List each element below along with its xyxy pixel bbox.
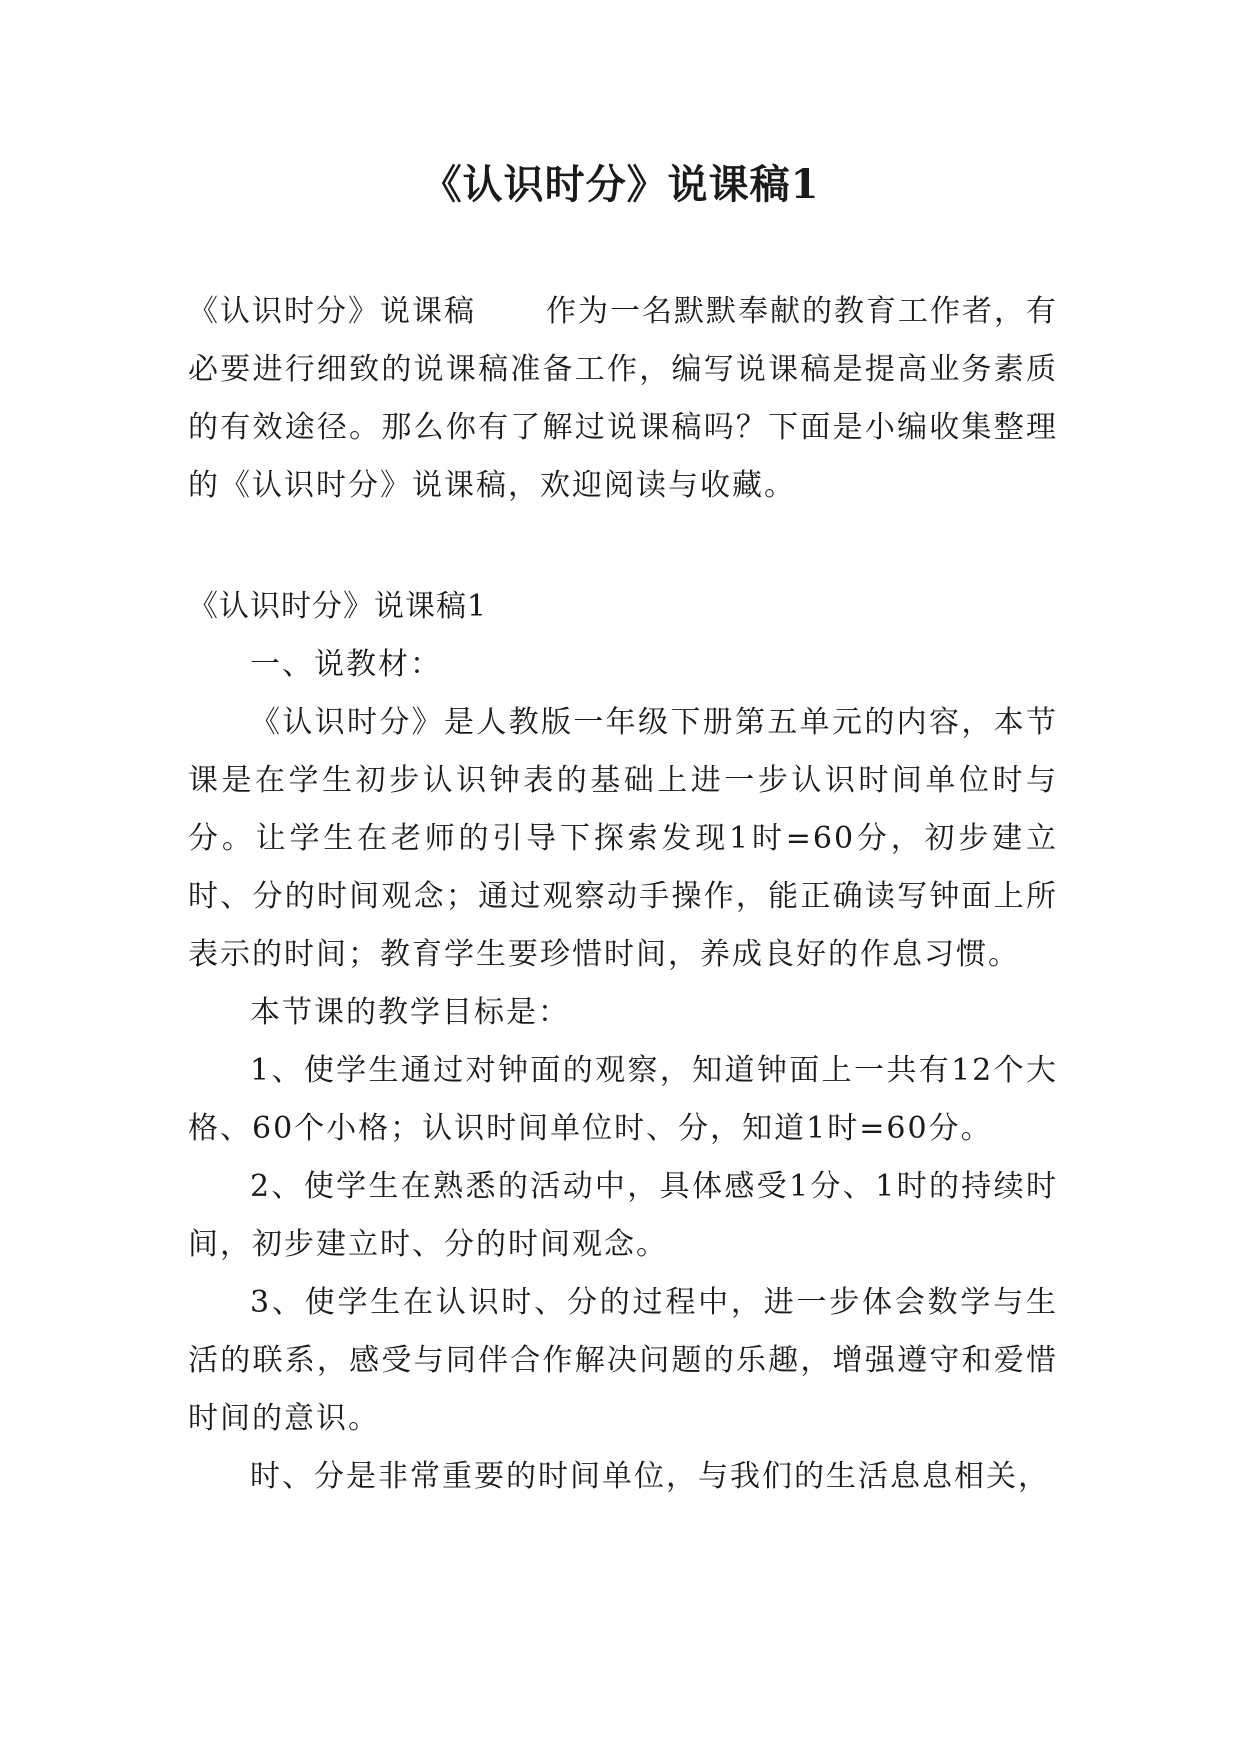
- paragraph-goals-intro: 本节课的教学目标是：: [250, 995, 570, 1030]
- section-block: [188, 578, 1058, 1506]
- intro-paragraph: [188, 283, 1058, 515]
- heading-teaching-material: 一、说教材：: [250, 647, 442, 682]
- paragraph-goal-3: 3、使学生在认识时、分的过程中，进一步体会数学与生活的联系，感受与同伴合作解决问题的乐趣，增强遵守和爱惜时间的意识。: [188, 1285, 1058, 1436]
- intro-block: [188, 283, 1058, 515]
- intro-lead: 《认识时分》说课稿: [188, 294, 476, 329]
- paragraph-goal-1: 1、使学生通过对钟面的观察，知道钟面上一共有12个大格、60个小格；认识时间单位时、分，知道1时=60分。: [188, 1053, 1058, 1146]
- paragraph-material: 《认识时分》是人教版一年级下册第五单元的内容，本节课是在学生初步认识钟表的基础上进一步认识时间单位时与分。让学生在老师的引导下探索发现1时=60分，初步建立时、分的时间观念；通过观察动手操作，能正确读写钟面上所表示的时间；教育学生要珍惜时间，养成良好的作息习惯。: [188, 705, 1058, 972]
- paragraph-importance: 时、分是非常重要的时间单位，与我们的生活息息相关，: [250, 1459, 1050, 1494]
- intro-text: 作为一名默默奉献的教育工作者，有必要进行细致的说课稿准备工作，编写说课稿是提高业务素质的有效途径。那么你有了解过说课稿吗？下面是小编收集整理的《认识时分》说课稿，欢迎阅读与收藏。: [188, 294, 1058, 503]
- document-title: 《认识时分》说课稿1: [421, 161, 820, 208]
- section-title: 《认识时分》说课稿1: [188, 589, 488, 624]
- paragraph-goal-2: 2、使学生在熟悉的活动中，具体感受1分、1时的持续时间，初步建立时、分的时间观念。: [188, 1169, 1058, 1262]
